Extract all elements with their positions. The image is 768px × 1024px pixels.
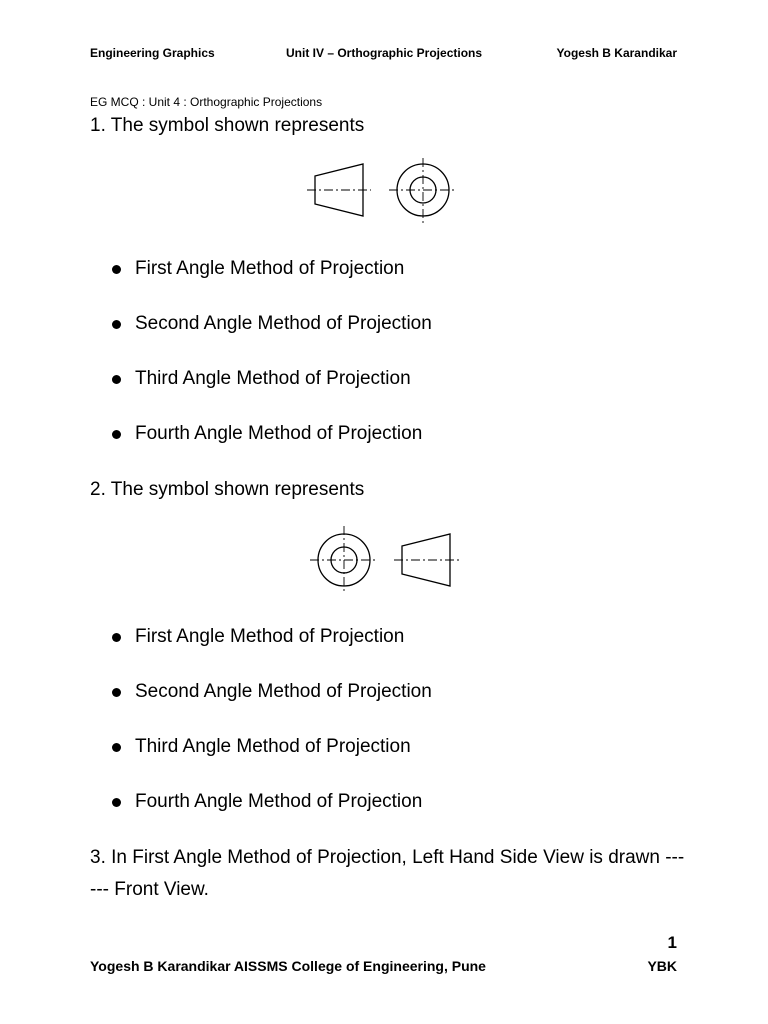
question-2-option-d[interactable] <box>112 789 432 844</box>
question-2-option-c[interactable] <box>112 734 432 789</box>
bullet <box>112 375 121 384</box>
option-label: Second Angle Method of Projection <box>135 681 432 702</box>
option-label: Third Angle Method of Projection <box>135 736 411 757</box>
bullet <box>112 320 121 329</box>
question-1-option-d[interactable] <box>112 421 432 476</box>
bullet <box>112 430 121 439</box>
question-1-option-b[interactable] <box>112 311 432 366</box>
bullet <box>112 798 121 807</box>
question-2-option-b[interactable] <box>112 679 432 734</box>
option-label: First Angle Method of Projection <box>135 626 405 647</box>
projection-symbol-1 <box>305 158 455 228</box>
footer-initials: YBK <box>647 958 677 974</box>
symbol-2-frustum-view <box>402 534 450 586</box>
symbol-1-frustum-view <box>315 164 363 216</box>
header-author: Yogesh B Karandikar <box>556 46 677 60</box>
bullet <box>112 265 121 274</box>
option-label: Fourth Angle Method of Projection <box>135 423 423 444</box>
question-1-option-a[interactable] <box>112 256 432 311</box>
question-2-options <box>112 624 432 844</box>
document-subtitle: EG MCQ : Unit 4 : Orthographic Projections <box>90 95 323 109</box>
footer-author-college: Yogesh B Karandikar AISSMS College of Engineering, Pune <box>90 958 486 974</box>
question-3-text: 3. In First Angle Method of Projection, Left Hand Side View is drawn ------ Front View. <box>90 847 685 900</box>
question-2-option-a[interactable] <box>112 624 432 679</box>
question-1-text: 1. The symbol shown represents <box>90 115 365 136</box>
bullet <box>112 688 121 697</box>
option-label: Third Angle Method of Projection <box>135 368 411 389</box>
bullet <box>112 633 121 642</box>
projection-symbol-2 <box>310 526 460 596</box>
question-2-text: 2. The symbol shown represents <box>90 479 365 500</box>
question-1-options <box>112 256 432 476</box>
option-label: First Angle Method of Projection <box>135 258 405 279</box>
question-1-option-c[interactable] <box>112 366 432 421</box>
page-number: 1 <box>667 933 677 952</box>
header-subject: Engineering Graphics <box>90 46 215 60</box>
option-label: Fourth Angle Method of Projection <box>135 791 423 812</box>
bullet <box>112 743 121 752</box>
header-unit: Unit IV – Orthographic Projections <box>286 46 483 60</box>
option-label: Second Angle Method of Projection <box>135 313 432 334</box>
